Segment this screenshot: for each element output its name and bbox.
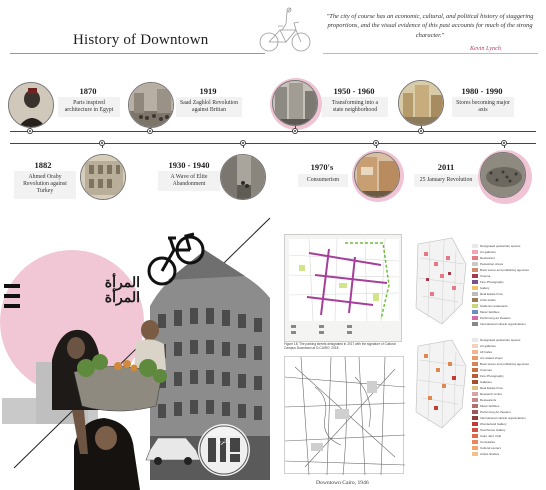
legend-swatch	[472, 398, 478, 402]
timeline-photo-2011	[480, 152, 526, 198]
timeline-photo-1930	[220, 154, 266, 200]
legend-item	[472, 244, 542, 248]
legend-label: Art galleries	[480, 344, 496, 348]
legend-label: Fine Photography	[480, 374, 504, 378]
timeline-marker	[374, 141, 378, 145]
legend-label: Artists Studios	[480, 452, 500, 456]
timeline-photo-1980	[398, 80, 444, 126]
legend-label: Restaurant	[480, 256, 495, 260]
legend-item	[472, 286, 542, 290]
collage-graphic	[0, 210, 280, 490]
legend-item	[472, 268, 542, 272]
legend-label: Performing art theaters	[480, 316, 511, 320]
timeline-marker	[100, 141, 104, 145]
legend-label: Real Estate firms	[480, 386, 503, 390]
legend-swatch	[472, 422, 478, 426]
legend-item	[472, 338, 542, 342]
collage	[0, 210, 280, 490]
timeline-label: A Wave of Elite Abandonment	[158, 171, 220, 191]
timeline-marker	[502, 141, 506, 145]
legend-swatch	[472, 374, 478, 378]
legend-item	[472, 280, 542, 284]
legend-label: Music facilities	[480, 404, 500, 408]
timeline-label: Transforming into a state neighborhood	[322, 97, 388, 117]
legend-item	[472, 304, 542, 308]
legend-item	[472, 350, 542, 354]
legend-label: Consulates	[480, 440, 496, 444]
legend-item	[472, 316, 542, 320]
legend-swatch	[472, 286, 478, 290]
street-map-1946	[284, 356, 404, 474]
legend-swatch	[472, 274, 478, 278]
timeline-year: 1882	[34, 160, 52, 170]
legend-item	[472, 292, 542, 296]
legend-item	[472, 344, 542, 348]
legend-swatch	[472, 362, 478, 366]
legend-item	[472, 256, 542, 260]
legend-item	[472, 452, 542, 456]
legend-label: All Cafes	[480, 350, 493, 354]
quote-author: Kevin Lynch	[470, 45, 501, 52]
legend-swatch	[472, 440, 478, 444]
legend-label: Cultural centers	[480, 446, 502, 450]
legend-swatch	[472, 416, 478, 420]
legend-swatch	[472, 392, 478, 396]
legend-swatch	[472, 368, 478, 372]
top-map-caption: Figure 18: The parking streets designated in 2017 with the signature of Cultural Campus Downtown at D-CAIRO, 2018	[284, 342, 396, 351]
legend-item	[472, 362, 542, 366]
legend-swatch	[472, 380, 478, 384]
district-plan-top	[412, 234, 470, 328]
legend-item	[472, 356, 542, 360]
legend-label: Gallery	[480, 286, 490, 290]
timeline-photo-1882	[80, 154, 126, 200]
district-plan-bottom	[412, 336, 470, 432]
legend-item	[472, 322, 542, 326]
legend-label: Book stores and publishing agencies	[480, 268, 529, 272]
legend-swatch	[472, 310, 478, 314]
timeline-label: Ahmed Oraby Revolution against Turkey	[14, 171, 76, 199]
legend-swatch	[472, 322, 478, 326]
legend-swatch	[472, 244, 478, 248]
timeline-year: 1970's	[310, 162, 334, 172]
timeline-year: 2011	[437, 162, 455, 172]
legend-item	[472, 398, 542, 402]
legend-label: International cultural organizations	[480, 416, 526, 420]
timeline-year: 1870	[79, 86, 97, 96]
legend-item	[472, 374, 542, 378]
legend-item	[472, 380, 542, 384]
legend-item	[472, 386, 542, 390]
legend-swatch	[472, 386, 478, 390]
legend-item	[472, 416, 542, 420]
timeline-photo-1970	[354, 152, 400, 198]
legend-label: Performing Art theaters	[480, 410, 511, 414]
quote-underline	[323, 53, 538, 54]
legend-swatch	[472, 298, 478, 302]
timeline-year: 1950 - 1960	[333, 86, 375, 96]
timeline-photo-1950	[272, 80, 318, 126]
legend-label: Art related shops	[480, 356, 503, 360]
legend-label: Galleries	[480, 380, 492, 384]
legend-label: Townhouse Gallery	[480, 428, 506, 432]
legend-item	[472, 410, 542, 414]
legend-label: Fine Photography	[480, 280, 504, 284]
timeline-year: 1919	[199, 86, 217, 96]
legend-item	[472, 404, 542, 408]
bicycle-sketch	[256, 6, 314, 54]
legend-label: Cinema	[480, 274, 491, 278]
title-underline	[10, 53, 265, 54]
legend-item	[472, 428, 542, 432]
timeline-year: 1980 - 1990	[461, 86, 503, 96]
legend-label: Designated pedestrian spaces	[480, 244, 521, 248]
timeline-marker	[293, 129, 297, 133]
legend-swatch	[472, 446, 478, 450]
legend-swatch	[472, 434, 478, 438]
legend-label: Art galleries	[480, 250, 496, 254]
legend-top	[472, 244, 542, 328]
legend-swatch	[472, 344, 478, 348]
timeline-marker	[28, 129, 32, 133]
legend-item	[472, 298, 542, 302]
legend-item	[472, 434, 542, 438]
legend-item	[472, 422, 542, 426]
legend-swatch	[472, 250, 478, 254]
legend-swatch	[472, 304, 478, 308]
legend-label: Pedestrian shops	[480, 262, 504, 266]
timeline-marker	[148, 129, 152, 133]
legend-item	[472, 310, 542, 314]
legend-swatch	[472, 256, 478, 260]
legend-item	[472, 440, 542, 444]
timeline-label: Consumerism	[298, 174, 348, 187]
legend-label: Research centre	[480, 392, 503, 396]
legend-label: Students restaurants	[480, 304, 508, 308]
legend-item	[472, 368, 542, 372]
legend-swatch	[472, 292, 478, 296]
timeline-label: Stores becoming major axis	[452, 97, 514, 117]
legend-label: Wonderland Gallery	[480, 422, 507, 426]
timeline-axis-bottom	[10, 143, 536, 144]
legend-label: Cairo Jazz Club	[480, 434, 502, 438]
legend-swatch	[472, 280, 478, 284]
quote-text: "The city of course has an economic, cultural, and political history of staggering proportions, and the visual evidence of this past accounts for much of the strong character."	[326, 13, 534, 39]
timeline-label: Paris inspired architecture in Egypt	[58, 97, 120, 117]
page-title: History of Downtown	[73, 32, 209, 48]
legend-swatch	[472, 404, 478, 408]
legend-bottom	[472, 338, 542, 458]
legend-item	[472, 446, 542, 450]
legend-swatch	[472, 428, 478, 432]
timeline-axis-top	[10, 131, 536, 132]
timeline-label: Saad Zaghlol Revolution against Britian	[176, 97, 242, 117]
legend-item	[472, 392, 542, 396]
legend-swatch	[472, 410, 478, 414]
legend-label: Book stores and publishing agencies	[480, 362, 529, 366]
legend-swatch	[472, 262, 478, 266]
logo-text: دائرة	[217, 438, 231, 445]
timeline-year: 1930 - 1940	[168, 160, 210, 170]
timeline-marker	[241, 141, 245, 145]
timeline-marker	[419, 129, 423, 133]
legend-label: Restaurants	[480, 398, 497, 402]
legend-label: Real Estate firms	[480, 292, 503, 296]
legend-label: Designated pedestrian spaces	[480, 338, 521, 342]
timeline-photo-1870	[8, 82, 54, 128]
legend-swatch	[472, 452, 478, 456]
timeline-label: 25 January Revolution	[414, 174, 478, 187]
legend-swatch	[472, 350, 478, 354]
legend-item	[472, 262, 542, 266]
legend-label: Music facilities	[480, 310, 500, 314]
legend-swatch	[472, 356, 478, 360]
legend-label: Artist studio	[480, 298, 496, 302]
legend-item	[472, 250, 542, 254]
legend-swatch	[472, 338, 478, 342]
legend-label: International cultural organizations	[480, 322, 526, 326]
street-map-top	[284, 234, 402, 342]
legend-item	[472, 274, 542, 278]
legend-label: Cinemas	[480, 368, 492, 372]
arabic-title: المرأة المرأة	[104, 275, 140, 307]
map-caption: Downtown Cairo, 1946	[316, 480, 369, 486]
legend-swatch	[472, 316, 478, 320]
legend-swatch	[472, 268, 478, 272]
timeline-photo-1919	[128, 82, 174, 128]
